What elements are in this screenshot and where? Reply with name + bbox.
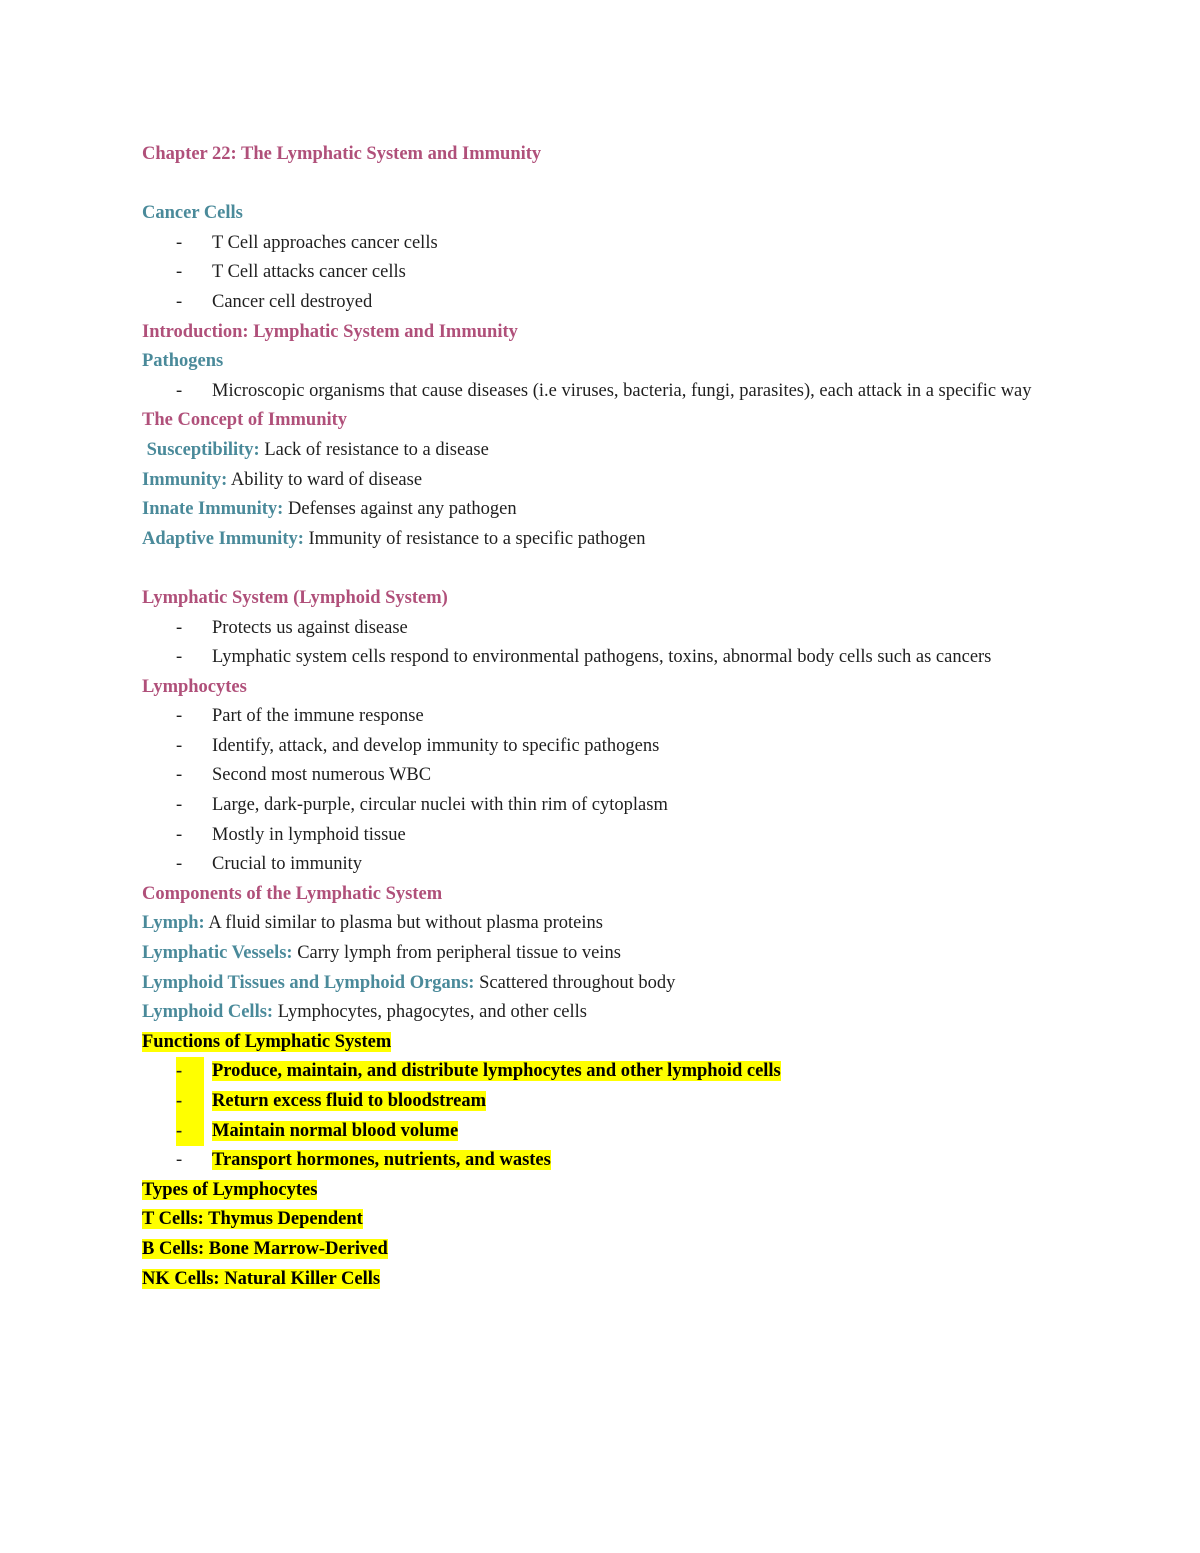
definition-line: Lymphoid Cells: Lymphocytes, phagocytes, and other cells [142, 1002, 587, 1023]
highlighted-list-item: - Maintain normal blood volume [142, 1117, 1072, 1147]
type-line: T Cells: Thymus Dependent [142, 1209, 363, 1230]
type-line: B Cells: Bone Marrow-Derived [142, 1238, 388, 1259]
lymphatic-system-heading: Lymphatic System (Lymphoid System) [142, 587, 448, 608]
definition-line: Susceptibility: Lack of resistance to a disease [146, 439, 489, 460]
lymphocytes-heading: Lymphocytes [142, 676, 247, 697]
type-line: NK Cells: Natural Killer Cells [142, 1268, 381, 1289]
components-heading: Components of the Lymphatic System [142, 883, 443, 904]
spacer [142, 554, 1072, 584]
list-item: - Protects us against disease [176, 617, 408, 638]
definition-line: Innate Immunity: Defenses against any pathogen [142, 499, 517, 520]
list-item: - T Cell approaches cancer cells [176, 232, 438, 253]
highlighted-list-item: - Return excess fluid to bloodstream [142, 1087, 1072, 1117]
list-item: - Microscopic organisms that cause diseases (i.e viruses, bacteria, fungi, parasites), each attack in a specific way [176, 380, 1032, 401]
list-item: - Part of the immune response [176, 706, 424, 727]
list-item: - Identify, attack, and develop immunity to specific pathogens [176, 735, 660, 756]
intro-heading: Introduction: Lymphatic System and Immunity [142, 321, 518, 342]
list-item: - T Cell attacks cancer cells [176, 262, 406, 283]
list-item: - Lymphatic system cells respond to environmental pathogens, toxins, abnormal body cells such as cancers [176, 647, 992, 668]
list-item: - Second most numerous WBC [176, 765, 432, 786]
definition-line: Lymphatic Vessels: Carry lymph from peripheral tissue to veins [142, 943, 621, 964]
highlighted-list-item: - Transport hormones, nutrients, and wastes [176, 1150, 551, 1171]
definition-line: Lymph: A fluid similar to plasma but without plasma proteins [142, 913, 603, 934]
list-item: - Large, dark-purple, circular nuclei with thin rim of cytoplasm [176, 795, 668, 816]
definition-line: Lymphoid Tissues and Lymphoid Organs: Scattered throughout body [142, 972, 676, 993]
list-item: - Mostly in lymphoid tissue [176, 824, 406, 845]
types-heading: Types of Lymphocytes [142, 1179, 318, 1200]
spacer [142, 170, 1072, 200]
highlighted-list-item: - Produce, maintain, and distribute lymphocytes and other lymphoid cells [142, 1057, 1072, 1087]
document-body [142, 140, 1072, 1294]
pathogens-heading: Pathogens [142, 351, 224, 372]
page-title: Chapter 22: The Lymphatic System and Immunity [142, 144, 542, 164]
immunity-heading: The Concept of Immunity [142, 410, 348, 431]
list-item: - Crucial to immunity [176, 854, 363, 875]
definition-line: Immunity: Ability to ward of disease [142, 469, 423, 490]
list-item: - Cancer cell destroyed [176, 291, 373, 312]
cancer-cells-heading: Cancer Cells [142, 203, 243, 224]
functions-heading: Functions of Lymphatic System [142, 1031, 392, 1052]
definition-line: Adaptive Immunity: Immunity of resistance to a specific pathogen [142, 528, 646, 549]
